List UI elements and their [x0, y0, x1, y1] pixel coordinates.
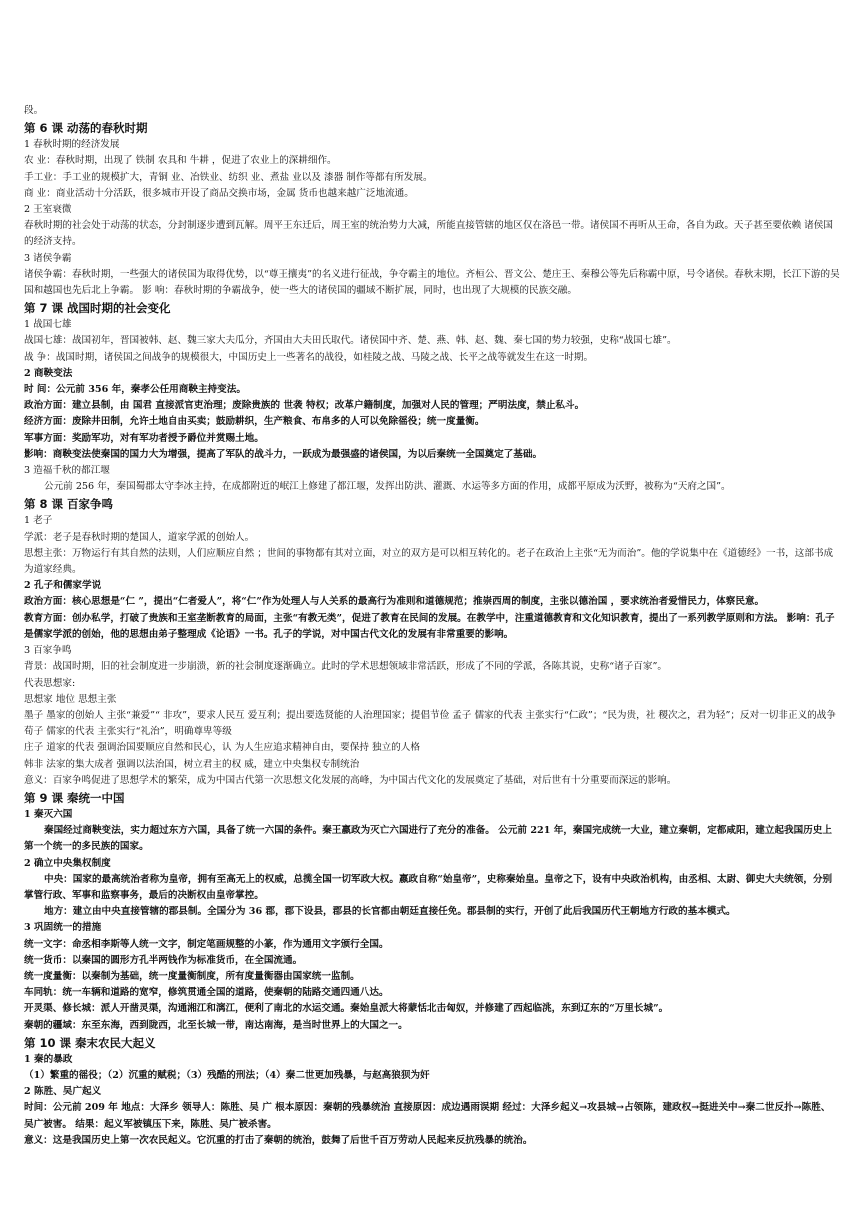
document-body — [24, 103, 840, 1149]
text-line: 2 王室衰微 — [24, 204, 72, 216]
text-line: 背景：战国时期，旧的社会制度进一步崩溃，新的社会制度逐渐确立。此时的学术思想领域非常活跃，形成了不同的学派，各陈其说，史称“诸子百家”。 — [24, 661, 667, 673]
text-line: 经济方面：废除井田制，允许土地自由买卖；鼓励耕织，生产粮食、布帛多的人可以免除徭役；统一度量衡。 — [24, 416, 485, 428]
lesson-heading: 第 7 课 战国时期的社会变化 — [24, 301, 171, 316]
text-line: 思想家 地位 思想主张 — [24, 693, 117, 705]
text-line: 春秋时期的社会处于动荡的状态，分封制逐步遭到瓦解。周平王东迁后，周王室的统治势力大减，所能直接管辖的地区仅在洛邑一带。诸侯国不再听从王命，各自为政。天子甚至要依赖 诸侯国 的经济支持。 — [24, 220, 833, 248]
text-line: 学派：老子是春秋时期的楚国人，道家学派的创始人。 — [24, 531, 255, 543]
text-line: 教育方面：创办私学，打破了贵族和王室垄断教育的局面，主张“有教无类”，促进了教育在民间的发展。在教学中，注重道德教育和文化知识教育，提出了一系列教学原则和方法。 影响：孔子是儒家学派的创始，他的思想由弟子整理成《论语》一书。孔子的学说，对中国古代文化的发展有非常重要的影响。 — [24, 612, 835, 640]
text-line: 诸侯争霸：春秋时期，一些强大的诸侯国为取得优势，以“尊王攘夷”的名义进行征战，争夺霸主的地位。齐桓公、晋文公、楚庄王、秦穆公等先后称霸中原，号令诸侯。春秋末期，长江下游的吴国和越国也先后北上争霸。 影 响：春秋时期的争霸战争，使一些大的诸侯国的疆域不断扩展，同时，也出现了大规模的民族交融。 — [24, 268, 840, 297]
text-line: 农 业：春秋时期，出现了 铁制 农具和 牛耕 ，促进了农业上的深耕细作。 — [24, 155, 337, 167]
text-line: 1 秦灭六国 — [24, 808, 73, 820]
text-line: 秦朝的疆域：东至东海，西到陇西，北至长城一带，南达南海，是当时世界上的大国之一。 — [24, 1019, 408, 1031]
lesson-heading: 第 6 课 动荡的春秋时期 — [24, 121, 148, 136]
text-line: 手工业：手工业的规模扩大，青铜 业、冶铁业、纺织 业、煮盐 业以及 漆器 制作等都有所发展。 — [24, 171, 433, 183]
text-line: 2 孔子和儒家学说 — [24, 580, 102, 592]
text-line: （1）繁重的徭役；（2）沉重的赋税；（3）残酷的刑法；（4）秦二世更加残暴，与赵高狼狈为奸 — [24, 1069, 430, 1081]
text-line: 意义：这是我国历史上第一次农民起义。它沉重的打击了秦朝的统治，鼓舞了后世千百万劳动人民起来反抗残暴的统治。 — [24, 1134, 533, 1146]
lesson-heading: 第 9 课 秦统一中国 — [24, 790, 125, 805]
text-line: 时间：公元前 209 年 地点：大泽乡 领导人：陈胜、吴 广 根本原因：秦朝的残暴统治 直接原因：成边遇雨误期 经过：大泽乡起义→攻县城→占领陈，建政权→挺进关中→秦二世反扑→陈胜、吴广被害。 结果：起义军被镇压下来，陈胜、吴广被杀害。 — [24, 1102, 831, 1130]
text-line: 思想主张：万物运行有其自然的法则，人们应顺应自然 ；世间的事物都有其对立面，对立的双方是可以相互转化的。老子在政治上主张“无为而治”。他的学说集中在《道德经》一书，这部书成为道家经典。 — [24, 547, 834, 576]
text-line: 商 业：商业活动十分活跃，很多城市开设了商品交换市场，金属 货币也越来越广泛地流通。 — [24, 187, 414, 199]
lesson-heading: 第 8 课 百家争鸣 — [24, 497, 114, 512]
text-line: 1 老子 — [24, 515, 53, 527]
text-line: 政治方面：核心思想是“仁 ”，提出“仁者爱人”，将“仁”作为处理人与人关系的最高行为准则和道德规范；推崇西周的制度，主张以德治国 ，要求统治者爱惜民力，体察民意。 — [24, 596, 765, 608]
text-line: 时 间：公元前 356 年，秦孝公任用商鞅主持变法。 — [24, 384, 246, 396]
text-line: 统一货币：以秦国的圆形方孔半两钱作为标准货币，在全国流通。 — [24, 954, 303, 966]
text-line: 3 诸侯争霸 — [24, 252, 72, 264]
text-line: 1 秦的暴政 — [24, 1053, 73, 1065]
text-line: 中央：国家的最高统治者称为皇帝，拥有至高无上的权威，总揽全国一切军政大权。嬴政自称“始皇帝”，史称秦始皇。皇帝之下，设有中央政治机构，由丞相、太尉、御史大夫统领，分别掌管行政、军事和监察事务，最后的决断权由皇帝掌控。 — [24, 873, 833, 901]
text-line: 车同轨：统一车辆和道路的宽窄，修筑贯通全国的道路，使秦朝的陆路交通四通八达。 — [24, 987, 389, 999]
text-line: 荀子 儒家的代表 主张实行“礼治”，明确尊卑等级 — [24, 726, 232, 738]
text-line: 统一文字：命丞相李斯等人统一文字，制定笔画规整的小篆，作为通用文字颁行全国。 — [24, 938, 389, 950]
text-line: 2 确立中央集权制度 — [24, 857, 111, 869]
text-line: 1 战国七雄 — [24, 319, 72, 331]
text-line: 2 陈胜、吴广起义 — [24, 1086, 102, 1098]
text-line: 段。 — [24, 105, 44, 116]
text-line: 韩非 法家的集大成者 强调以法治国，树立君主的权 威，建立中央集权专制统治 — [24, 758, 360, 770]
text-line: 政治方面：建立县制，由 国君 直接派官吏治理；废除贵族的 世袭 特权；改革户籍制度，加强对人民的管理；严明法度，禁止私斗。 — [24, 400, 585, 412]
text-line: 庄子 道家的代表 强调治国要顺应自然和民心，认 为人生应追求精神自由，要保持 独立的人格 — [24, 742, 420, 754]
text-line: 1 春秋时期的经济发展 — [24, 139, 120, 151]
text-line: 开灵渠、修长城：派人开凿灵渠，沟通湘江和漓江，便利了南北的水运交通。秦始皇派大将蒙恬北击匈奴，并修建了西起临洮，东到辽东的“万里长城”。 — [24, 1003, 669, 1015]
text-line: 公元前 256 年，秦国蜀郡太守李冰主持，在成都附近的岷江上修建了都江堰，发挥出防洪、灌溉、水运等多方面的作用，成都平原成为沃野，被称为“天府之国”。 — [44, 481, 731, 493]
text-line: 墨子 墨家的创始人 主张“兼爱”“ 非攻”，要求人民互 爱互利；提出要选贤能的人治理国家；提倡节俭 孟子 儒家的代表 主张实行“仁政”；“民为贵，社 稷次之，君为轻”；反对一切非正义的战争 — [24, 709, 836, 721]
text-line: 3 百家争鸣 — [24, 645, 72, 657]
text-line: 地方：建立由中央直接管辖的郡县制。全国分为 36 郡，郡下设县，郡县的长官都由朝廷直接任免。郡县制的实行，开创了此后我国历代王朝地方行政的基本模式。 — [44, 906, 736, 918]
lesson-heading: 第 10 课 秦末农民大起义 — [24, 1035, 156, 1050]
text-line: 军事方面：奖励军功，对有军功者授予爵位并赏赐土地。 — [24, 432, 264, 444]
text-line: 2 商鞅变法 — [24, 367, 73, 379]
text-line: 影响：商鞅变法使秦国的国力大为增强，提高了军队的战斗力，一跃成为最强盛的诸侯国，为以后秦统一全国奠定了基础。 — [24, 448, 543, 460]
text-line: 3 造福千秋的都江堰 — [24, 465, 110, 477]
text-line: 战 争：战国时期，诸侯国之间战争的规模很大，中国历史上一些著名的战役，如桂陵之战、马陵之战、长平之战等就发生在这一时期。 — [24, 351, 594, 363]
text-line: 统一度量衡：以秦制为基础，统一度量衡制度，所有度量衡器由国家统一监制。 — [24, 970, 360, 982]
text-line: 代表思想家: — [24, 677, 76, 689]
text-line: 意义：百家争鸣促进了思想学术的繁荣，成为中国古代第一次思想文化发展的高峰，为中国古代文化的发展奠定了基础，对后世有十分重要而深远的影响。 — [24, 774, 677, 786]
text-line: 3 巩固统一的措施 — [24, 922, 102, 934]
text-line: 战国七雄：战国初年，晋国被韩、赵、魏三家大夫瓜分，齐国由大夫田氏取代。诸侯国中齐、楚、燕、韩、赵、魏、秦七国的势力较强，史称“战国七雄”。 — [24, 335, 677, 347]
text-line: 秦国经过商鞅变法，实力超过东方六国，具备了统一六国的条件。秦王嬴政为灭亡六国进行了充分的准备。 公元前 221 年，秦国完成统一大业，建立秦朝，定都咸阳，建立起我国历史上第一个统一的多民族的国家。 — [24, 825, 832, 853]
